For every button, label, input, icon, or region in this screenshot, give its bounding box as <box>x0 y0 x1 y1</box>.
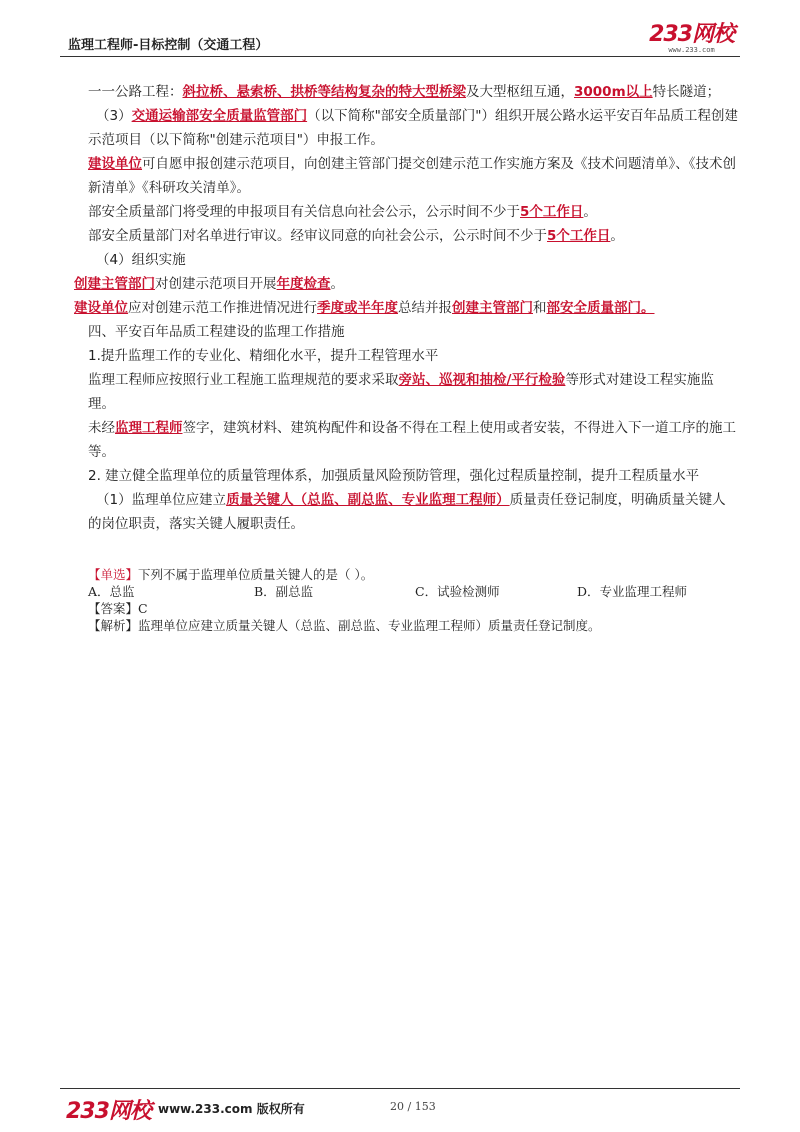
paragraph-supervision <box>74 368 738 416</box>
logo-text: 233网校 <box>649 22 734 47</box>
option-d: D．专业监理工程师 <box>577 584 688 599</box>
text: （3） <box>96 108 132 124</box>
highlight: 监理工程师 <box>115 420 183 436</box>
paragraph-key-persons <box>88 488 738 536</box>
highlight: 部安全质量部门。 <box>546 300 655 316</box>
text: 可自愿申报创建示范项目，向创建主管部门提交创建示范工作实施方案及《技术问题清单》、《技术创新清单》《科研攻关清单》。 <box>88 156 736 196</box>
quiz-analysis <box>88 617 738 634</box>
paragraph-3 <box>88 104 738 152</box>
subheading-2: 2. 建立健全监理单位的质量管理体系，加强质量风险预防管理，强化过程质量控制，提升工程质量水平 <box>88 468 700 484</box>
section-heading: 四、平安百年品质工程建设的监理工作措施 <box>88 324 345 340</box>
quiz-question <box>88 566 738 583</box>
quiz-block <box>88 566 738 634</box>
text: 。 <box>610 228 624 244</box>
text: 应对创建示范工作推进情况进行 <box>128 300 317 316</box>
highlight: 季度或半年度 <box>317 300 398 316</box>
paragraph-annual-check <box>74 272 738 296</box>
document-body <box>74 80 739 536</box>
highlight: 建设单位 <box>88 156 142 172</box>
text: 对创建示范项目开展 <box>155 276 277 292</box>
option-a: A．总监 <box>88 584 135 599</box>
header-title: 监理工程师-目标控制（交通工程） <box>68 38 269 53</box>
footer-divider <box>60 1088 740 1089</box>
answer-value: C <box>138 601 148 616</box>
text: （1）监理单位应建立 <box>96 492 227 508</box>
question-text: 下列不属于监理单位质量关键人的是（ ）。 <box>138 567 374 582</box>
paragraph-publicity-1 <box>88 200 738 224</box>
text: 部安全质量部门将受理的申报项目有关信息向社会公示，公示时间不少于 <box>88 204 520 220</box>
highlight: 5个工作日 <box>520 204 584 220</box>
text: 一一公路工程： <box>88 84 183 100</box>
page-number: 20 / 153 <box>390 1100 436 1113</box>
text: 等形式对建设工程实施监理。 <box>88 372 714 412</box>
option-b: B．副总监 <box>254 584 314 599</box>
footer-copyright: www.233.com 版权所有 <box>158 1102 305 1116</box>
text: 特长隧道； <box>652 84 721 100</box>
text: 质量责任登记制度，明确质量关键人的岗位职责，落实关键人履职责任。 <box>88 492 726 532</box>
text: 和 <box>533 300 547 316</box>
text: 及大型枢纽互通， <box>466 84 574 100</box>
highlight: 交通运输部安全质量监管部门 <box>131 108 308 124</box>
quiz-options <box>88 583 738 600</box>
highlight: 年度检查 <box>276 276 331 292</box>
answer-tag: 【答案】 <box>88 601 139 616</box>
highlight: 5个工作日 <box>547 228 611 244</box>
text: 部安全质量部门对名单进行审议。经审议同意的向社会公示，公示时间不少于 <box>88 228 547 244</box>
text: 总结并报 <box>398 300 452 316</box>
paragraph-4: （4）组织实施 <box>96 252 186 268</box>
highlight: 创建主管部门 <box>452 300 533 316</box>
quiz-answer <box>88 600 738 617</box>
page-footer <box>60 1088 740 1122</box>
header-divider <box>60 56 740 57</box>
highlight: 建设单位 <box>74 300 128 316</box>
highlight: 创建主管部门 <box>74 276 155 292</box>
quiz-tag: 【单选】 <box>88 567 139 582</box>
text: 未经 <box>88 420 115 436</box>
text: （以下简称"部安全质量部门"）组织开展公路水运平安百年品质工程创建示范项目（以下简称"创建示范项目"）申报工作。 <box>88 108 739 148</box>
page-header <box>60 22 740 58</box>
text: 。 <box>330 276 344 292</box>
highlight: 质量关键人（总监、副总监、专业监理工程师） <box>226 492 510 508</box>
paragraph-signature <box>88 416 738 464</box>
text: 签字，建筑材料、建筑构配件和设备不得在工程上使用或者安装，不得进入下一道工序的施工等。 <box>88 420 736 460</box>
text: 监理工程师应按照行业工程施工监理规范的要求采取 <box>88 372 399 388</box>
paragraph-construction-unit <box>88 152 738 200</box>
highlight: 旁站、巡视和抽检/平行检验 <box>398 372 566 388</box>
paragraph-highway <box>88 80 738 104</box>
paragraph-publicity-2 <box>88 224 738 248</box>
option-c: C．试验检测师 <box>415 584 500 599</box>
analysis-tag: 【解析】 <box>88 618 139 633</box>
analysis-text: 监理单位应建立质量关键人（总监、副总监、专业监理工程师）质量责任登记制度。 <box>138 618 601 633</box>
highlight: 3000m以上 <box>574 84 653 100</box>
highlight: 斜拉桥、悬索桥、拱桥等结构复杂的特大型桥梁 <box>182 84 466 100</box>
footer-logo: 233网校 <box>66 1099 151 1124</box>
brand-logo <box>649 24 734 54</box>
logo-url: www.233.com <box>668 46 715 54</box>
paragraph-summary <box>74 296 738 320</box>
text: 。 <box>583 204 597 220</box>
subheading-1: 1.提升监理工作的专业化、精细化水平，提升工程管理水平 <box>88 348 439 364</box>
